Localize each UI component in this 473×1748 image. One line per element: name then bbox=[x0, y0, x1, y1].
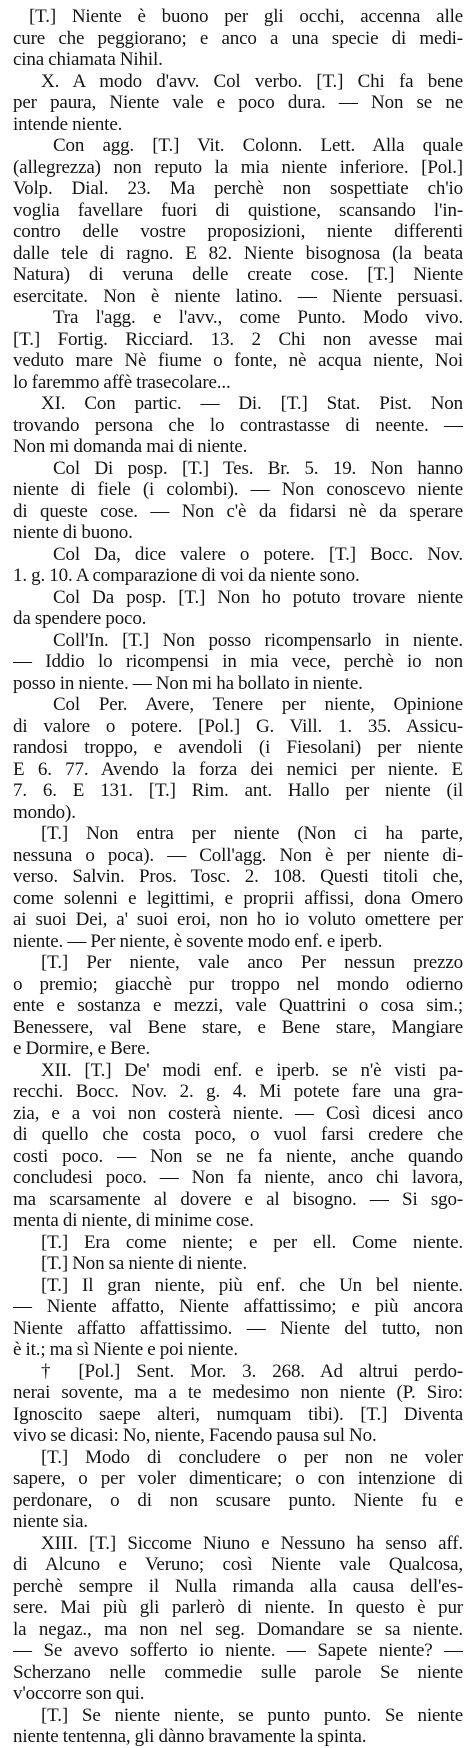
text-line: nerai sovente, ma a te medesimo non niente (P. Siro: bbox=[13, 1382, 463, 1403]
text-line: perchè sempre il Nulla rimanda alla causa dell'es- bbox=[13, 1575, 463, 1597]
text-line: XI. Con partic. — Di. [T.] Stat. Pist. Non bbox=[41, 393, 463, 414]
text-line: [T.] Se niente niente, se punto punto. Se niente bbox=[41, 1704, 463, 1726]
text-line: Con agg. [T.] Vit. Colonn. Lett. Alla quale bbox=[53, 135, 463, 156]
text-line: 7. 6. E 131. [T.] Rim. ant. Hallo per niente (il bbox=[13, 780, 463, 801]
text-line: ente e sostanza e mezzi, vale Quattrini o cosa sim.; bbox=[13, 995, 463, 1016]
text-line: zia, e a voi non costerà niente. — Così dicesi anco bbox=[13, 1102, 463, 1124]
text-line: Volp. Dial. 23. Ma perchè non sospettiate ch'io bbox=[13, 178, 463, 199]
text-line: come solenni e legittimi, e proprii affissi, dona Omero bbox=[13, 887, 463, 909]
text-line: — Se avevo sofferto io niente. — Sapete niente? — bbox=[13, 1640, 463, 1661]
text-line: [T.] Modo di concludere o per non ne voler bbox=[41, 1446, 463, 1468]
text-line: Col Da posp. [T.] Non ho potuto trovare niente bbox=[53, 586, 463, 608]
text-line: vivo se dicasi: No, niente, Facendo pausa sul No. bbox=[13, 1425, 377, 1446]
text-line: niente tentenna, gli dànno bravamente la spinta. bbox=[13, 1726, 367, 1747]
text-line: Scherzano nelle commedie sulle parole Se niente bbox=[13, 1661, 463, 1683]
text-line: ma scarsamente al dovere e al bisogno. — Si sgo- bbox=[13, 1188, 463, 1210]
text-line: perdonare, o di non scusare punto. Niente fu e bbox=[13, 1489, 463, 1511]
text-line: menta di niente, di minime cose. bbox=[13, 1210, 254, 1231]
text-line: sere. Mai più gli parlerò di niente. In questo è pur bbox=[13, 1597, 463, 1618]
text-line: Benessere, val Bene stare, e Bene stare, Mangiare bbox=[13, 1016, 463, 1038]
text-line: concludesi poco. — Non fa niente, anco chi lavora, bbox=[13, 1167, 463, 1188]
text-line: trovando persona che lo contrastasse di neente. — bbox=[13, 414, 463, 436]
text-line: niente. — Per niente, è sovente modo enf. e iperb. bbox=[13, 930, 383, 952]
text-line: veduto mare Nè fiume o fonte, nè acqua niente, Noi bbox=[13, 350, 463, 371]
text-line: di quello che costa poco, o vuol farsi credere che bbox=[13, 1124, 463, 1145]
text-line: la negaz., ma non nel seg. Domandare se sa niente. bbox=[13, 1618, 463, 1640]
text-line: † [Pol.] Sent. Mor. 3. 268. Ad altrui perdo- bbox=[41, 1360, 463, 1382]
text-line: [T.] Fortig. Ricciard. 13. 2 Chi non avesse mai bbox=[13, 328, 463, 350]
text-line: Niente affatto affattissimo. — Niente del tutto, non bbox=[13, 1317, 463, 1339]
text-line: Col Da, dice valere o potere. [T.] Bocc. Nov. bbox=[53, 543, 463, 565]
text-line: nessuna o poca). — Coll'agg. Non è per niente di- bbox=[13, 844, 463, 866]
text-line: voglia favellare fuori di quistione, scansando l'in- bbox=[13, 199, 463, 221]
text-line: 1. g. 10. A comparazione di voi da niente sono. bbox=[13, 565, 360, 586]
text-line: [T.] Niente è buono per gli occhi, accenna alle bbox=[29, 6, 463, 27]
text-line: randosi troppo, e avendoli (i Fiesolani) per niente bbox=[13, 737, 463, 758]
text-line: per paura, Niente vale e poco dura. — Non se ne bbox=[13, 92, 463, 113]
text-line: intende niente. bbox=[13, 113, 123, 135]
entry-text-body bbox=[13, 6, 463, 1748]
text-line: [T.] Il gran niente, più enf. che Un bel niente. bbox=[41, 1274, 463, 1296]
text-line: di queste cose. — Non c'è da fidarsi nè da sperare bbox=[13, 500, 463, 522]
text-line: posso in niente. — Non mi ha bollato in niente. bbox=[13, 672, 363, 694]
text-line: Natura) di veruna delle create cose. [T.] Niente bbox=[13, 264, 463, 285]
text-line: [T.] Era come niente; e per ell. Come niente. bbox=[41, 1231, 463, 1253]
text-line: niente di buono. bbox=[13, 522, 133, 543]
text-line: v'occorre son qui. bbox=[13, 1683, 145, 1704]
text-line: da spendere poco. bbox=[13, 608, 147, 629]
text-line: — Iddio lo ricompensi in mia vece, perchè io non bbox=[13, 651, 463, 672]
text-line: XIII. [T.] Siccome Niuno e Nessuno ha senso aff. bbox=[41, 1532, 463, 1554]
text-line: — Niente affatto, Niente affattissimo; e più ancora bbox=[13, 1296, 463, 1317]
text-line: Col Per. Avere, Tenere per niente, Opinione bbox=[53, 694, 463, 715]
text-line: Non mi domanda mai di niente. bbox=[13, 436, 248, 457]
text-line: Coll'In. [T.] Non posso ricompensarlo in niente. bbox=[53, 629, 463, 651]
text-line: sapere, o per voler dimenticare; o con intenzione di bbox=[13, 1468, 463, 1489]
text-line: verso. Salvin. Pros. Tosc. 2. 108. Questi titoli che, bbox=[13, 866, 463, 887]
text-line: esercitate. Non è niente latino. — Niente persuasi. bbox=[13, 285, 463, 307]
text-line: cure che peggiorano; e anco a una specie di medi- bbox=[13, 27, 463, 49]
text-line: [T.] Non sa niente di niente. bbox=[41, 1253, 247, 1274]
text-line: mondo). bbox=[13, 801, 76, 823]
text-line: niente di fiele (i colombi). — Non conoscevo niente bbox=[13, 479, 463, 500]
text-line: (allegrezza) non reputo la mia niente inferiore. [Pol.] bbox=[13, 156, 463, 178]
text-line: dalle tele di ragno. E 82. Niente bisognosa (la beata bbox=[13, 242, 463, 264]
text-line: Tra l'agg. e l'avv., come Punto. Modo vivo. bbox=[53, 307, 463, 328]
text-line: di valore o potere. [Pol.] G. Vill. 1. 35. Assicu- bbox=[13, 715, 463, 737]
text-line: cina chiamata Nihil. bbox=[13, 49, 163, 70]
text-line: di Alcuno e Veruno; così Niente vale Qualcosa, bbox=[13, 1554, 463, 1575]
text-line: ai suoi Dei, a' suoi eroi, non ho io voluto omettere per bbox=[13, 909, 463, 930]
text-line: XII. [T.] De' modi enf. e iperb. se n'è visti pa- bbox=[41, 1059, 463, 1081]
text-line: recchi. Bocc. Nov. 2. g. 4. Mi potete fare una gra- bbox=[13, 1081, 463, 1102]
text-line: e Dormire, e Bere. bbox=[13, 1038, 150, 1059]
text-line: X. A modo d'avv. Col verbo. [T.] Chi fa bene bbox=[41, 70, 463, 92]
text-line: Col Di posp. [T.] Tes. Br. 5. 19. Non hanno bbox=[53, 457, 463, 479]
text-line: lo faremmo affè trasecolare... bbox=[13, 371, 231, 393]
text-line: [T.] Per niente, vale anco Per nessun prezzo bbox=[41, 952, 463, 973]
text-line: o premio; giacchè pur troppo nel mondo odierno bbox=[13, 973, 463, 995]
text-line: è it.; ma sì Niente e poi niente. bbox=[13, 1339, 238, 1360]
text-line: Ignoscito saepe alteri, numquam tibi). [T.] Diventa bbox=[13, 1403, 463, 1425]
text-line: E 6. 77. Avendo la forza dei nemici per niente. E bbox=[13, 758, 463, 780]
text-line: costi poco. — Non se ne fa niente, anche quando bbox=[13, 1145, 463, 1167]
text-line: contro delle vostre proposizioni, niente differenti bbox=[13, 221, 463, 242]
text-line: niente sia. bbox=[13, 1511, 88, 1532]
text-line: [T.] Non entra per niente (Non ci ha parte, bbox=[41, 823, 463, 844]
